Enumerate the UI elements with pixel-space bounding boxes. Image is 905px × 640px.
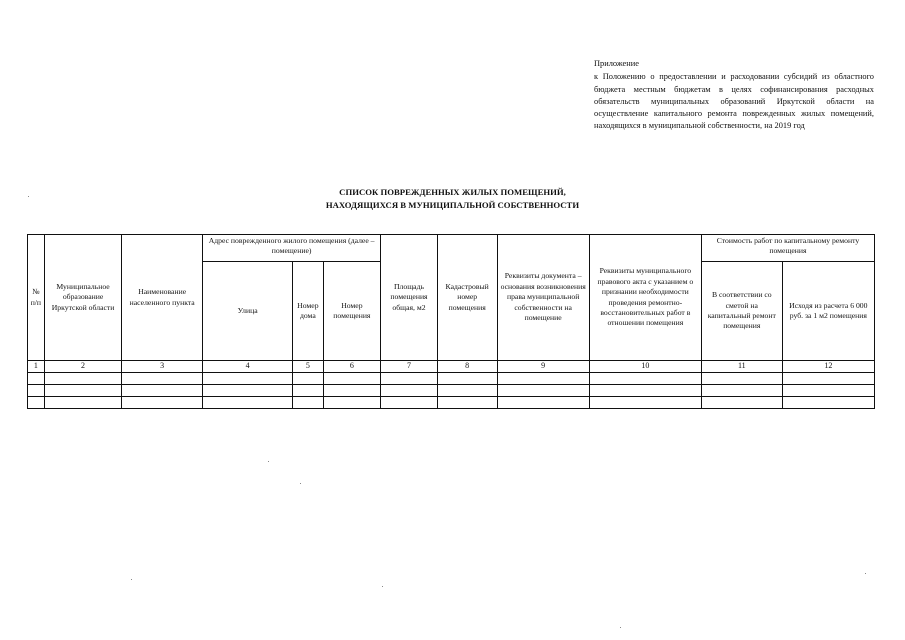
column-number: 4 [203, 361, 293, 373]
table-cell [437, 385, 497, 397]
table-cell [293, 385, 323, 397]
scan-speck [865, 573, 866, 574]
table-cell [589, 385, 701, 397]
table-cell [293, 373, 323, 385]
table-row [28, 373, 875, 385]
table-cell [203, 385, 293, 397]
table-row [28, 385, 875, 397]
column-number: 3 [122, 361, 203, 373]
column-number: 5 [293, 361, 323, 373]
table-cell [589, 373, 701, 385]
table-cell [381, 385, 438, 397]
scan-speck [620, 627, 621, 628]
column-number: 11 [701, 361, 782, 373]
table-cell [782, 373, 874, 385]
table-cell [122, 385, 203, 397]
appendix-title: Приложение [594, 59, 639, 68]
document-title-line-1: СПИСОК ПОВРЕЖДЕННЫХ ЖИЛЫХ ПОМЕЩЕНИЙ, [339, 187, 566, 197]
table-cell [323, 397, 381, 409]
table-cell [28, 373, 45, 385]
appendix-text: к Положению о предоставлении и расходовании субсидий из областного бюджета местным бюджетам в целях софинансирования расходных обязательств муниципальных образований Иркутской области на осуществление капитального ремонта поврежденных жилых помещений, находящихся в муниципальной собственности, на 2019 год [594, 72, 874, 131]
column-number-row [28, 361, 875, 373]
header-street: Улица [203, 262, 293, 361]
table-cell [589, 397, 701, 409]
table-cell [28, 397, 45, 409]
table-cell [122, 373, 203, 385]
column-number: 2 [44, 361, 122, 373]
header-municipality: Муниципальное образование Иркутской области [44, 235, 122, 361]
table-cell [497, 385, 589, 397]
table-cell [381, 397, 438, 409]
header-house: Номер дома [293, 262, 323, 361]
table-cell [437, 397, 497, 409]
column-number: 6 [323, 361, 381, 373]
table-cell [323, 385, 381, 397]
table-cell [437, 373, 497, 385]
header-cost-group: Стоимость работ по капитальному ремонту помещения [701, 235, 874, 262]
table-cell [701, 397, 782, 409]
scan-speck [382, 586, 383, 587]
scan-speck [300, 483, 301, 484]
table-cell [203, 373, 293, 385]
header-address-group: Адрес поврежденного жилого помещения (далее – помещение) [203, 235, 381, 262]
table-cell [497, 373, 589, 385]
column-number: 10 [589, 361, 701, 373]
column-number: 12 [782, 361, 874, 373]
column-number: 9 [497, 361, 589, 373]
table-cell [497, 397, 589, 409]
header-cost-estimate: В соответствии со сметой на капитальный ремонт помещения [701, 262, 782, 361]
table-cell [323, 373, 381, 385]
column-number: 1 [28, 361, 45, 373]
column-number: 7 [381, 361, 438, 373]
header-cost-calc: Исходя из расчета 6 000 руб. за 1 м2 помещения [782, 262, 874, 361]
table-row [28, 397, 875, 409]
header-room: Номер помещения [323, 262, 381, 361]
document-title [250, 186, 655, 211]
register-table [27, 234, 875, 409]
table-cell [44, 397, 122, 409]
table-cell [782, 385, 874, 397]
header-ownership-doc: Реквизиты документа – основания возникновения права муниципальной собственности на помещение [497, 235, 589, 361]
appendix-block [594, 58, 874, 133]
column-number: 8 [437, 361, 497, 373]
scan-speck [268, 461, 269, 462]
header-cadastral: Кадастровый номер помещения [437, 235, 497, 361]
header-num: № п/п [28, 235, 45, 361]
header-area: Площадь помещения общая, м2 [381, 235, 438, 361]
document-title-line-2: НАХОДЯЩИХСЯ В МУНИЦИПАЛЬНОЙ СОБСТВЕННОСТИ [325, 199, 580, 210]
header-legal-act: Реквизиты муниципального правового акта с указанием о признании необходимости проведения ремонтно-восстановительных работ в отношении помещения [589, 235, 701, 361]
header-settlement: Наименование населенного пункта [122, 235, 203, 361]
table-cell [122, 397, 203, 409]
table-cell [701, 385, 782, 397]
table-cell [203, 397, 293, 409]
table-cell [701, 373, 782, 385]
table-cell [293, 397, 323, 409]
table-cell [381, 373, 438, 385]
table-cell [782, 397, 874, 409]
scan-speck [28, 196, 29, 197]
table-cell [44, 373, 122, 385]
scan-speck [131, 579, 132, 580]
table-cell [44, 385, 122, 397]
table-cell [28, 385, 45, 397]
